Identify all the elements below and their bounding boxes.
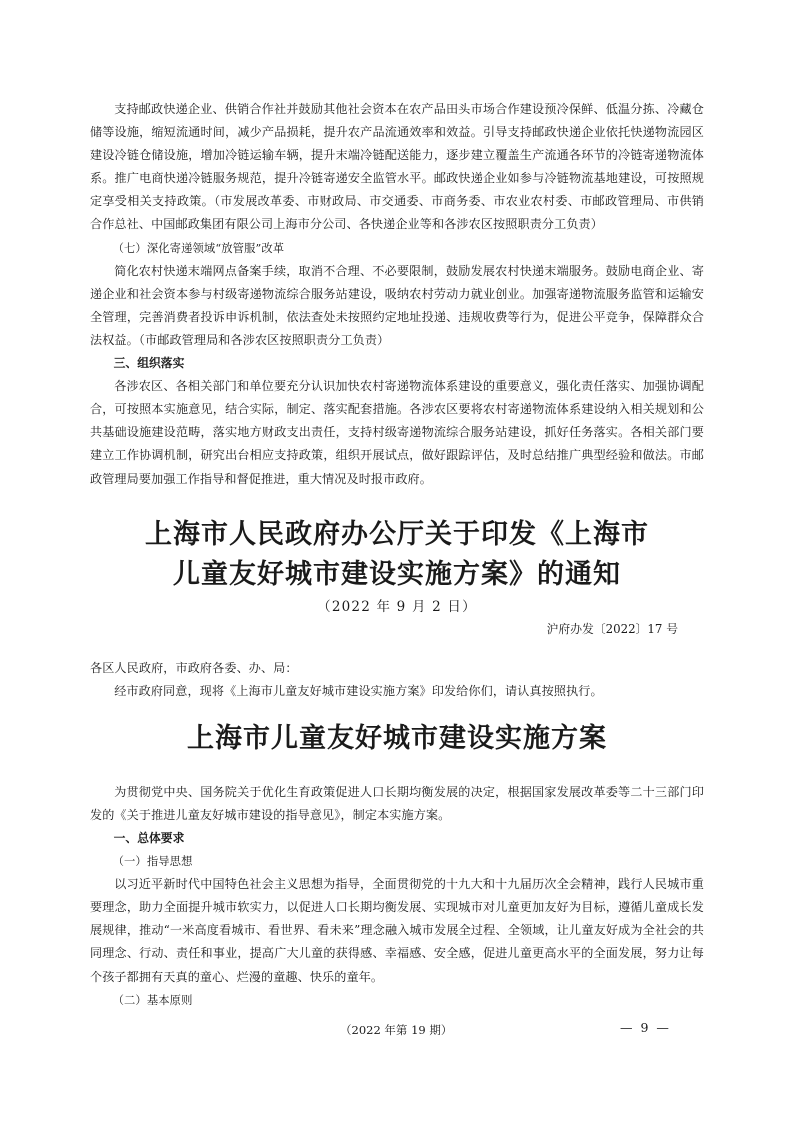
heading-general-requirements: 一、总体要求 bbox=[113, 830, 185, 845]
notice-body: 经市政府同意，现将《上海市儿童友好城市建设实施方案》印发给你们，请认真按照执行。 bbox=[114, 683, 603, 698]
plan-intro: 为贯彻党中央、国务院关于优化生育政策促进人口长期均衡发展的决定，根据国家发展改革委等二十三部门印发的《关于推进儿童友好城市建设的指导意见》，制定本实施方案。 bbox=[90, 784, 704, 822]
notice-date: （2022 年 9 月 2 日） bbox=[317, 598, 477, 615]
document-number: 沪府办发〔2022〕17 号 bbox=[546, 621, 678, 636]
salutation: 各区人民政府，市政府各委、办、局： bbox=[90, 660, 298, 675]
notice-title-line1: 上海市人民政府办公厅关于印发《上海市 bbox=[145, 518, 649, 550]
page-footer bbox=[0, 1022, 793, 1042]
paragraph-guiding-ideology: 以习近平新时代中国特色社会主义思想为指导，全面贯彻党的十九大和十九届历次全会精神，践行人民城市重要理念，助力全面提升城市软实力，以促进人口长期均衡发展、实现城市对儿童更加友好为目标，遵循儿童成长发展规律，推动“一米高度看城市、看世界、看未来”理念融入城市发展全过程、全领域，让儿童友好成为全社会的共同理念、行动、责任和事业，提高广大儿童的获得感、幸福感、安全感，促进儿童更高水平的全面发展，努力让每个孩子都拥有天真的童心、烂漫的童趣、快乐的童年。 bbox=[90, 877, 704, 984]
notice-header bbox=[90, 515, 704, 617]
issue-number: （2022 年第 19 期） bbox=[340, 1023, 453, 1037]
heading-organization: 三、组织落实 bbox=[113, 356, 185, 371]
prev-paragraph-simplify: 简化农村快递末端网点备案手续，取消不合理、不必要限制，鼓励发展农村快递末端服务。鼓励电商企业、寄递企业和社会资本参与村级寄递物流综合服务站建设，吸纳农村劳动力就业创业。加强寄递物流服务监管和运输安全管理，完善消费者投诉申诉机制，依法查处未按照约定地址投递、违规收费等行为，促进公平竞争，保障群众合法权益。（市邮政管理局和各涉农区按照职责分工负责） bbox=[90, 263, 704, 347]
plan-title: 上海市儿童友好城市建设实施方案 bbox=[187, 722, 607, 754]
notice-title-line2: 儿童友好城市建设实施方案》的通知 bbox=[173, 558, 621, 590]
page-number: — 9 — bbox=[620, 1020, 671, 1035]
prev-paragraph-organization: 各涉农区、各相关部门和单位要充分认识加快农村寄递物流体系建设的重要意义，强化责任落实、加强协调配合，可按照本实施意见，结合实际，制定、落实配套措施。各涉农区要将农村寄递物流体系建设纳入相关规划和公共基础设施建设范畴，落实地方财政支出责任，支持村级寄递物流综合服务站建设，抓好任务落实。各相关部门要建立工作协调机制，研究出台相应支持政策，组织开展试点，做好跟踪评估，及时总结推广典型经验和做法。市邮政管理局要加强工作指导和督促推进，重大情况及时报市政府。 bbox=[90, 379, 704, 486]
subheading-deepen-reform: （七）深化寄递领域“放管服”改革 bbox=[112, 241, 285, 255]
subheading-basic-principles: （二）基本原则 bbox=[112, 993, 193, 1007]
prev-paragraph-cold-chain: 支持邮政快递企业、供销合作社并鼓励其他社会资本在农产品田头市场合作建设预冷保鲜、低温分拣、冷藏仓储等设施，缩短流通时间，减少产品损耗，提升农产品流通效率和效益。引导支持邮政快递企业依托快递物流园区建设冷链仓储设施，增加冷链运输车辆，提升末端冷链配送能力，逐步建立覆盖生产流通各环节的冷链寄递物流体系。推广电商快递冷链服务规范，提升冷链寄递安全监管水平。邮政快递企业如参与冷链物流基地建设，可按照规定享受相关支持政策。（市发展改革委、市财政局、市交通委、市商务委、市农业农村委、市邮政管理局、市供销合作总社、中国邮政集团有限公司上海市分公司、各快递企业等和各涉农区按照职责分工负责） bbox=[90, 102, 704, 232]
document-page bbox=[90, 98, 704, 1012]
subheading-guiding-ideology: （一）指导思想 bbox=[112, 855, 193, 869]
